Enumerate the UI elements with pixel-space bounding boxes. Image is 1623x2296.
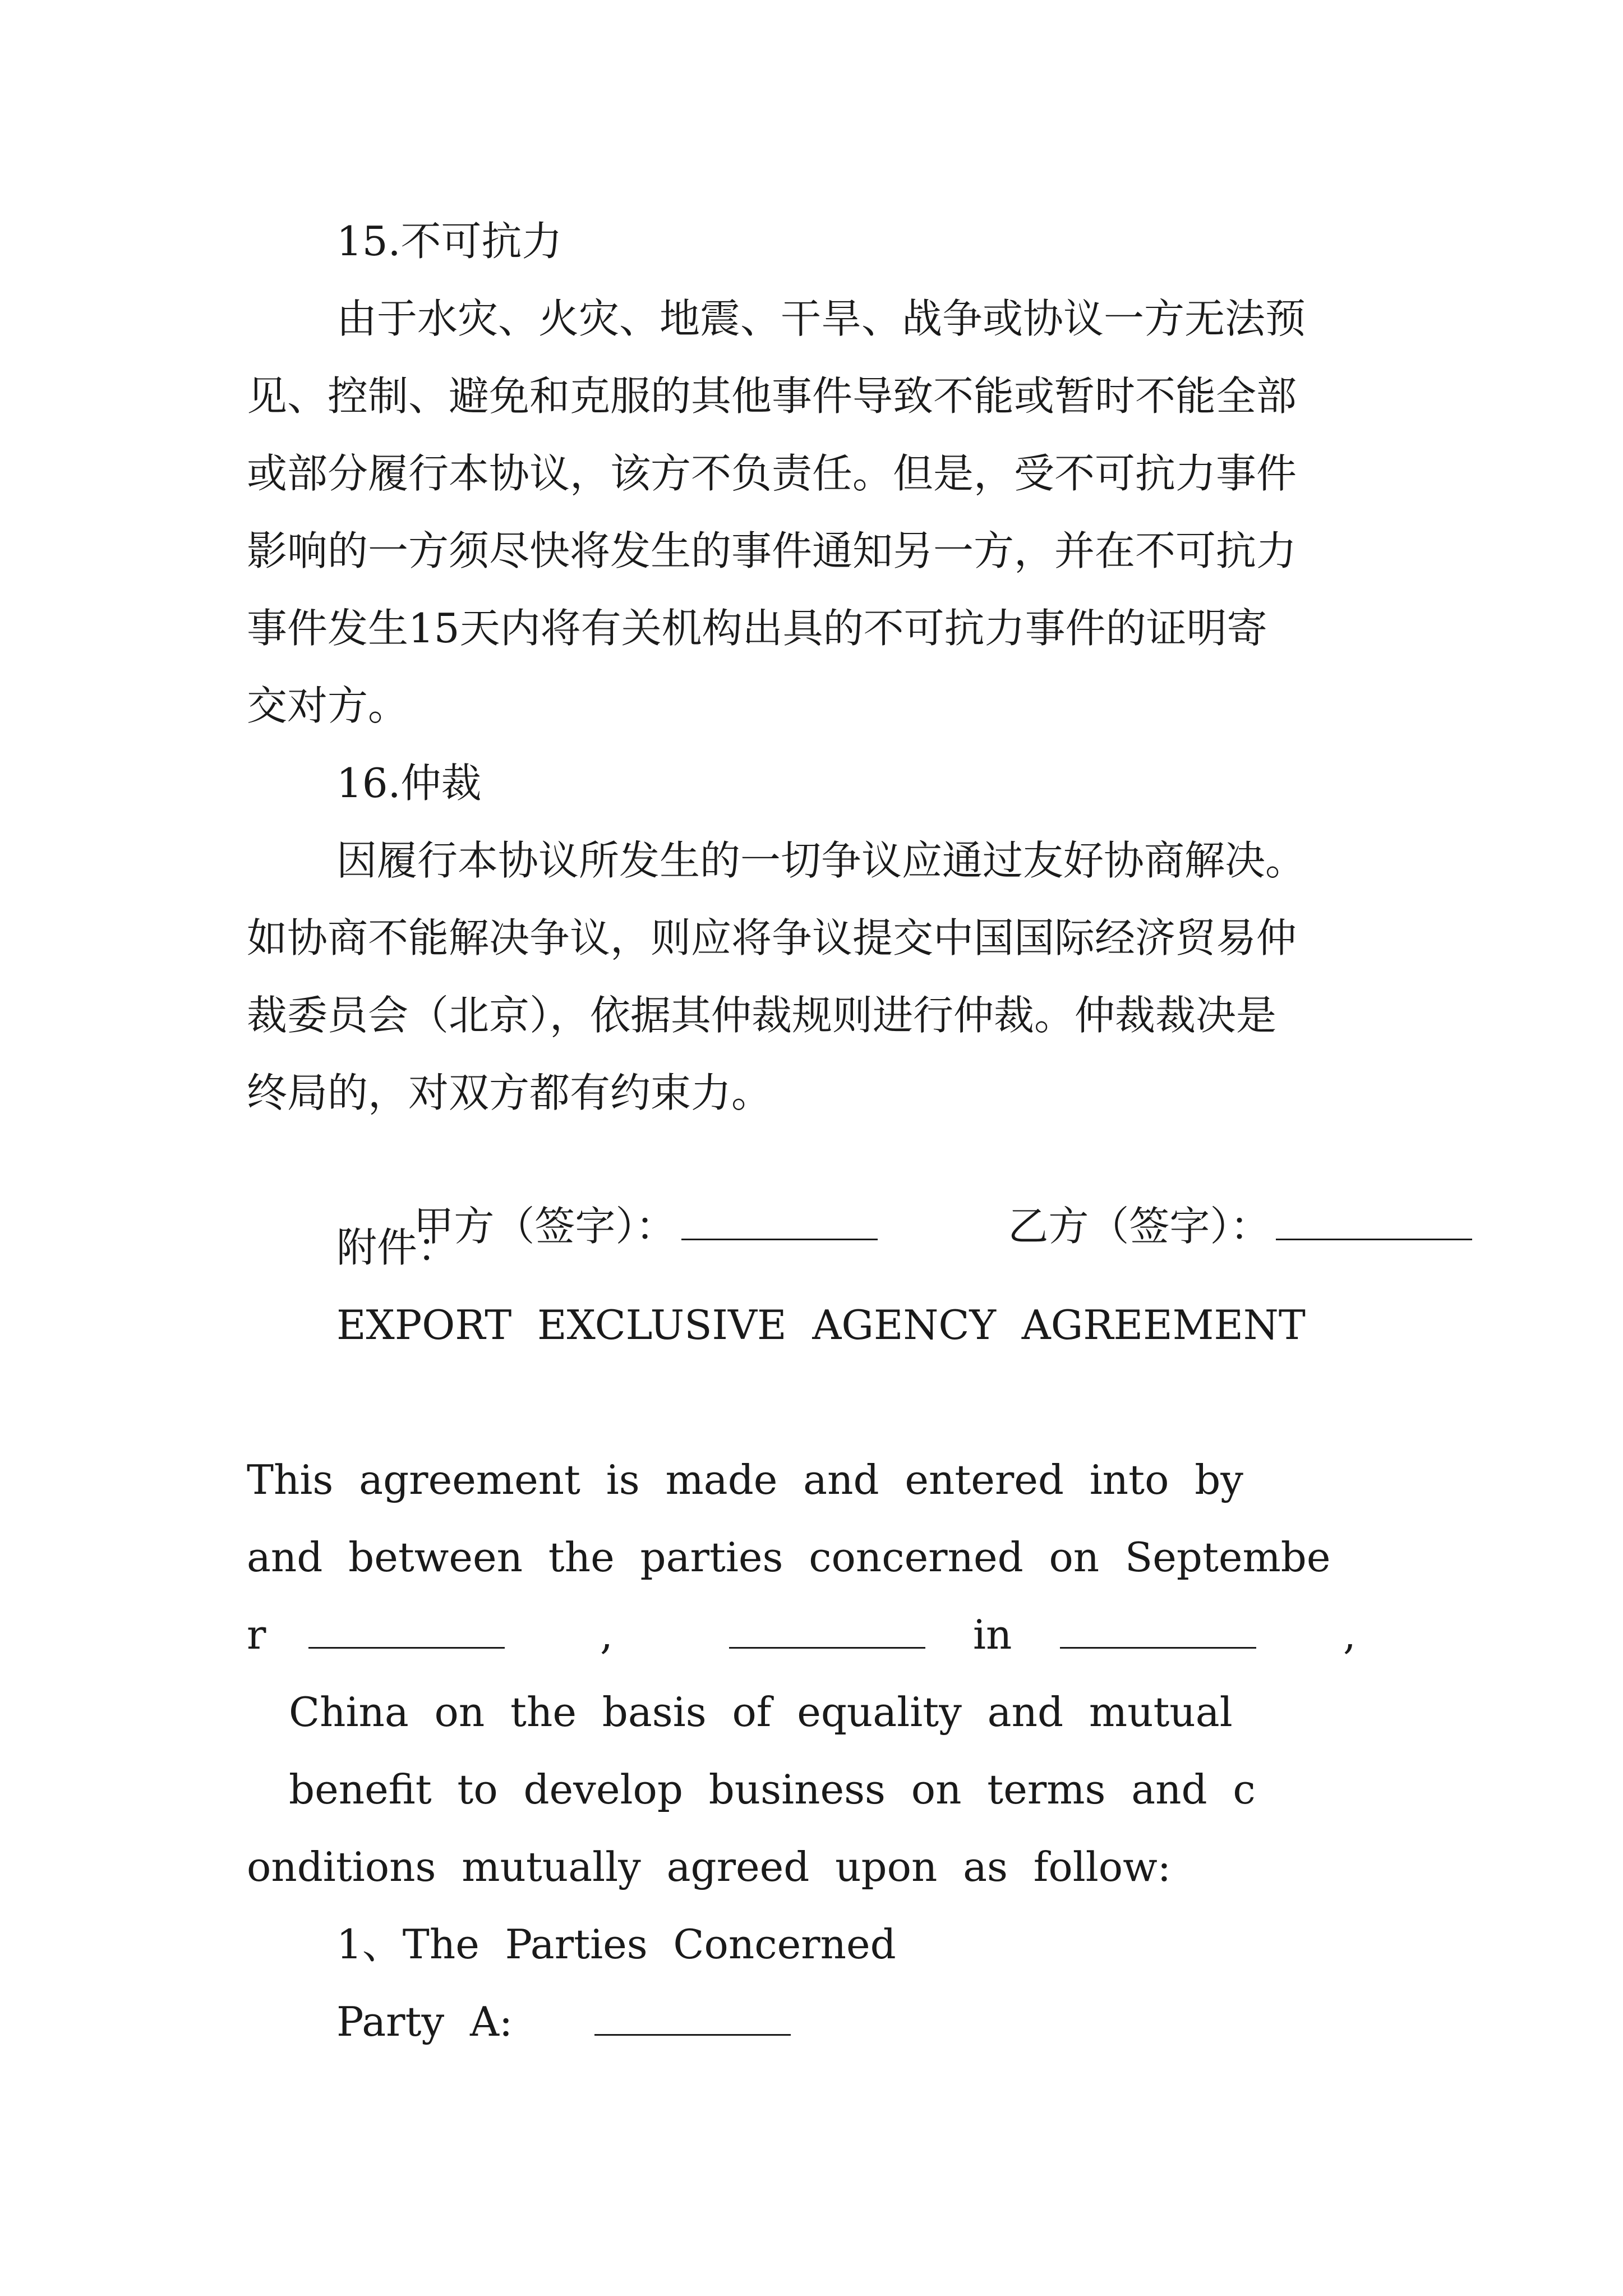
section-15-line-5: 事件发生15天内将有关机构出具的不可抗力事件的证明寄 (247, 605, 1267, 652)
party-a-row (0, 1994, 1623, 2218)
english-intro-line-1: This agreement is made and entered into by (247, 1456, 1243, 1503)
english-intro-line-5: benefit to develop business on terms and c (289, 1766, 1256, 1813)
section-16-line-3: 裁委员会（北京），依据其仲裁规则进行仲裁。仲裁裁决是 (247, 992, 1277, 1039)
english-intro-comma-2: , (1343, 1611, 1356, 1658)
section-16-line-4: 终局的，对双方都有约束力。 (247, 1069, 772, 1116)
english-intro-line-2: and between the parties concerned on Septembe (247, 1534, 1331, 1581)
party-a-blank[interactable] (594, 1994, 791, 2050)
date-blank-2[interactable] (729, 1607, 925, 1663)
date-blank-1[interactable] (308, 1607, 505, 1663)
place-blank[interactable] (1060, 1607, 1256, 1663)
english-intro-line-4: China on the basis of equality and mutual (289, 1688, 1233, 1736)
attachment-label: 附件： (336, 1224, 458, 1271)
parties-heading: 1、The Parties Concerned (336, 1921, 896, 1968)
section-16-line-1: 因履行本协议所发生的一切争议应通过友好协商解决。 (336, 837, 1306, 884)
english-intro-comma-1: , (600, 1611, 613, 1658)
party-b-signature-label: 乙方（签字）： (1008, 1203, 1271, 1250)
section-15-line-6: 交对方。 (247, 682, 409, 729)
section-16-line-2: 如协商不能解决争议，则应将争议提交中国国际经济贸易仲 (247, 914, 1297, 961)
section-15-title: 15.不可抗力 (336, 218, 562, 265)
section-15-line-1: 由于水灾、火灾、地震、干旱、战争或协议一方无法预 (336, 295, 1306, 342)
section-15-line-2: 见、控制、避免和克服的其他事件导致不能或暂时不能全部 (247, 372, 1297, 420)
english-intro-in: in (973, 1611, 1012, 1658)
section-15-line-4: 影响的一方须尽快将发生的事件通知另一方，并在不可抗力 (247, 527, 1297, 574)
party-a-label: Party A: (336, 1998, 513, 2045)
party-a-signature-label: 甲方（签字）： (413, 1203, 676, 1250)
section-16-title: 16.仲裁 (336, 760, 482, 807)
english-intro-line-6: onditions mutually agreed upon as follow: (247, 1843, 1172, 1890)
section-15-line-3: 或部分履行本协议，该方不负责任。但是，受不可抗力事件 (247, 450, 1297, 497)
english-intro-r: r (247, 1611, 266, 1658)
english-title: EXPORT EXCLUSIVE AGENCY AGREEMENT (336, 1301, 1306, 1349)
